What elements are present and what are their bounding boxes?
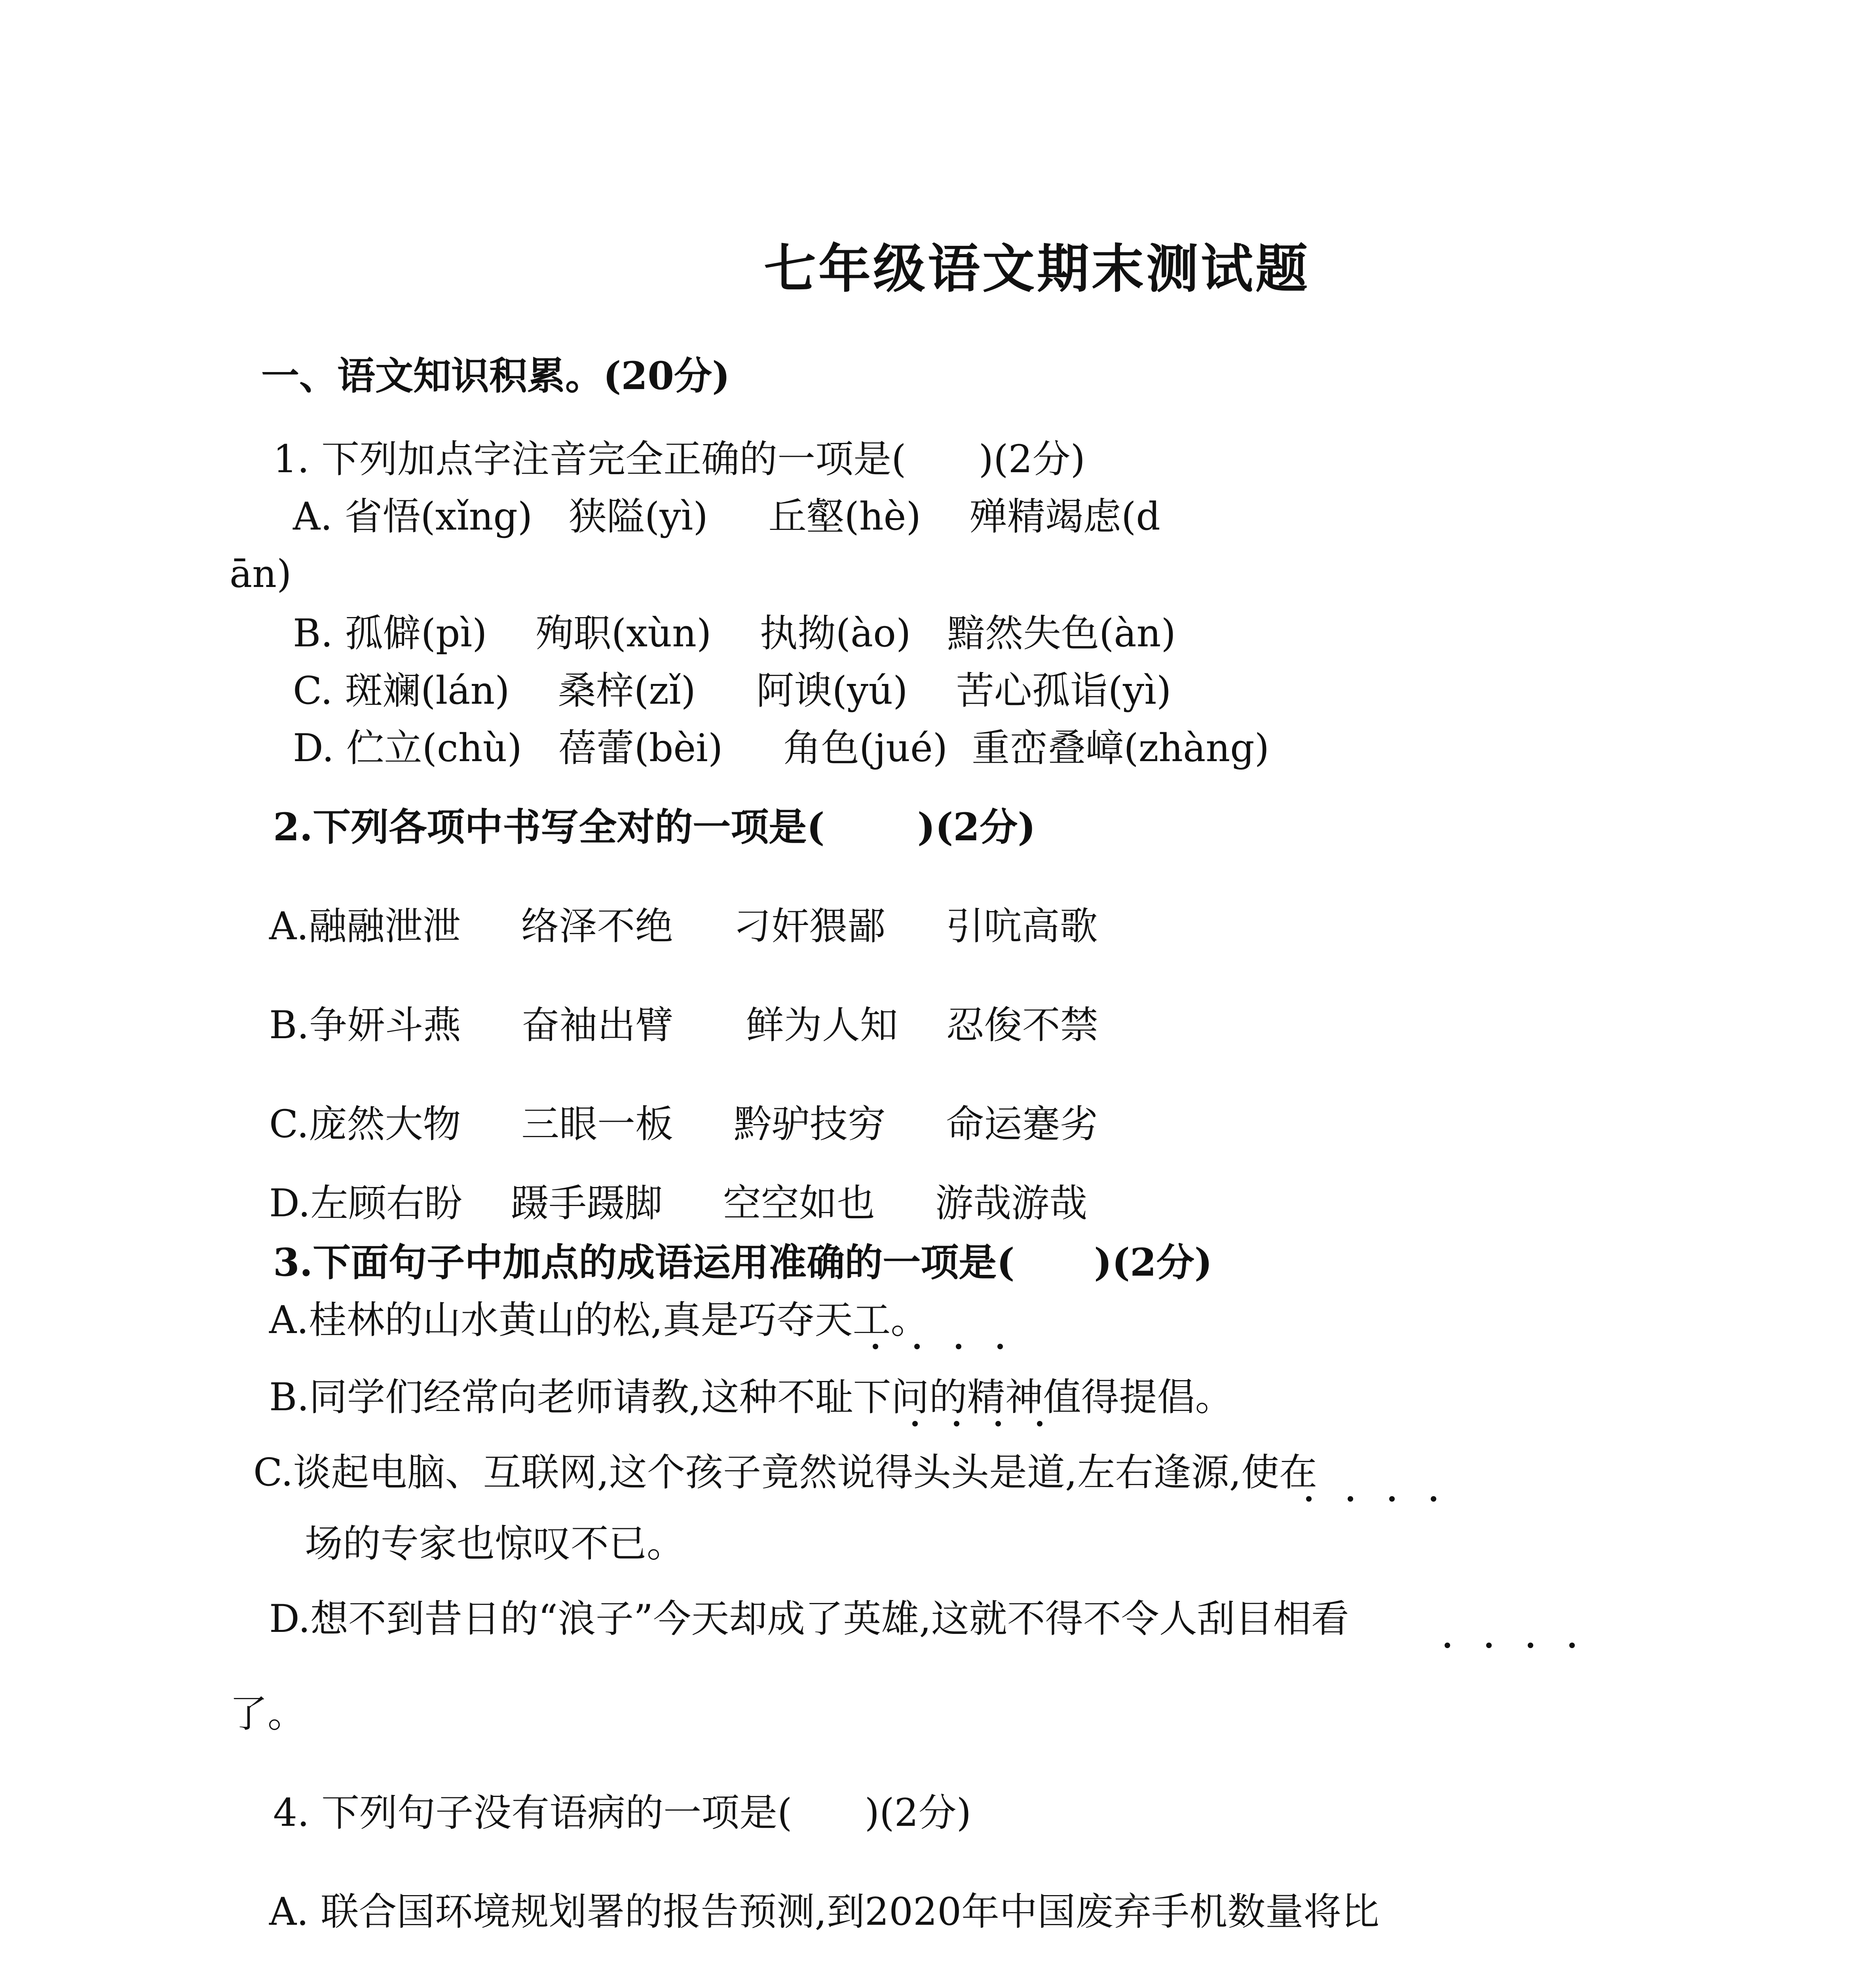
q3-option-a: A.桂林的山水黄山的松,真是巧夺天工。 — [269, 1298, 929, 1342]
emphasis-dot — [1486, 1643, 1492, 1648]
emphasis-dot — [914, 1344, 920, 1349]
q4-stem: 4. 下列句子没有语病的一项是( )(2分) — [273, 1791, 972, 1835]
q4-option-a: A. 联合国环境规划署的报告预测,到2020年中国废弃手机数量将比 — [269, 1890, 1380, 1934]
q3-option-c-cont: 场的专家也惊叹不已。 — [305, 1521, 685, 1566]
emphasis-dot — [873, 1344, 878, 1349]
emphasis-dot — [1348, 1496, 1353, 1502]
q2-option-b: B.争妍斗燕 奋袖出臂 鲜为人知 忍俊不禁 — [269, 1003, 1098, 1047]
q3-stem: 3.下面句子中加点的成语运用准确的一项是( )(2分) — [273, 1240, 1213, 1285]
q1-option-c: C. 斑斓(lán) 桑梓(zǐ) 阿谀(yú) 苦心孤诣(yì) — [293, 669, 1172, 713]
emphasis-dot — [1389, 1496, 1395, 1502]
emphasis-dot — [1431, 1496, 1436, 1502]
q2-option-c: C.庞然大物 三眼一板 黔驴技穷 命运蹇劣 — [269, 1102, 1098, 1146]
emphasis-dot — [912, 1421, 918, 1426]
emphasis-dot — [997, 1344, 1003, 1349]
q2-stem: 2.下列各项中书写全对的一项是( )(2分) — [273, 805, 1036, 849]
q1-option-d: D. 伫立(chù) 蓓蕾(bèi) 角色(jué) 重峦叠嶂(zhàng) — [293, 726, 1270, 770]
page-title: 七年级语文期末测试题 — [764, 238, 1310, 300]
q1-option-a: A. 省悟(xǐng) 狭隘(yì) 丘壑(hè) 殚精竭虑(d — [293, 494, 1160, 539]
section-heading: 一、语文知识积累。(20分) — [261, 353, 730, 398]
q3-option-d: D.想不到昔日的“浪子”今天却成了英雄,这就不得不令人刮目相看 — [269, 1597, 1349, 1641]
emphasis-dot — [1037, 1421, 1042, 1426]
q2-option-d: D.左顾右盼 蹑手蹑脚 空空如也 游哉游哉 — [269, 1181, 1088, 1225]
q1-stem: 1. 下列加点字注音完全正确的一项是( )(2分) — [273, 437, 1086, 481]
emphasis-dot — [995, 1421, 1001, 1426]
q1-option-b: B. 孤僻(pì) 殉职(xùn) 执拗(ào) 黯然失色(àn) — [293, 611, 1176, 655]
emphasis-dot — [1306, 1496, 1312, 1502]
q3-option-b: B.同学们经常向老师请教,这种不耻下问的精神值得提倡。 — [269, 1375, 1233, 1419]
q3-option-c: C.谈起电脑、互联网,这个孩子竟然说得头头是道,左右逢源,使在 — [253, 1450, 1318, 1495]
emphasis-dot — [1528, 1643, 1533, 1648]
emphasis-dot — [956, 1344, 961, 1349]
emphasis-dot — [1569, 1643, 1575, 1648]
emphasis-dot — [954, 1421, 959, 1426]
q1-option-a-cont: ān) — [230, 552, 292, 596]
q3-option-d-cont: 了。 — [230, 1692, 306, 1736]
q2-option-a: A.融融泄泄 络泽不绝 刁奸猥鄙 引吭高歌 — [269, 904, 1098, 948]
emphasis-dot — [1445, 1643, 1450, 1648]
